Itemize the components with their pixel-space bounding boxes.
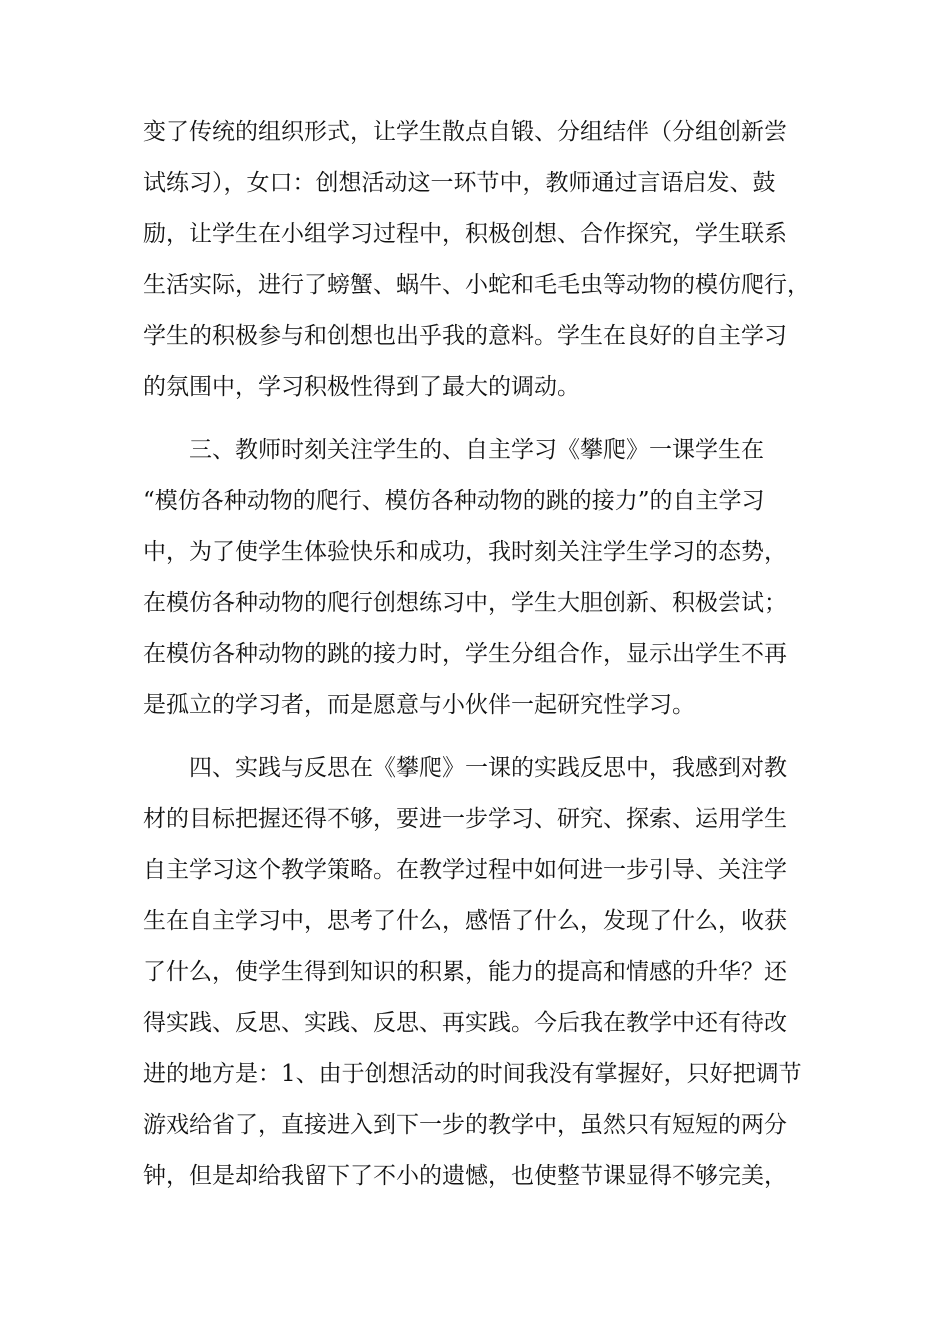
paragraph-line: 三、教师时刻关注学生的、自主学习《攀爬》一课学生在 — [189, 437, 764, 463]
paragraph-line: 钟，但是却给我留下了不小的遗憾，也使整节课显得不够完美， — [143, 1163, 787, 1189]
paragraph-line: 学生的积极参与和创想也出乎我的意料。学生在良好的自主学习 — [143, 323, 787, 349]
paragraph-line: 试练习），女口：创想活动这一环节中，教师通过言语启发、鼓 — [143, 170, 776, 196]
paragraph-2 — [143, 425, 823, 731]
paragraph-line: 得实践、反思、实践、反思、再实践。今后我在教学中还有待改 — [143, 1010, 787, 1036]
paragraph-3 — [143, 743, 823, 1202]
paragraph-line: 生活实际，进行了螃蟹、蜗牛、小蛇和毛毛虫等动物的模仿爬行， — [143, 272, 810, 298]
paragraph-line: 中，为了使学生体验快乐和成功，我时刻关注学生学习的态势， — [143, 539, 787, 565]
paragraph-line: 四、实践与反思在《攀爬》一课的实践反思中，我感到对教 — [189, 755, 787, 781]
paragraph-line: 的氛围中，学习积极性得到了最大的调动。 — [143, 374, 580, 400]
paragraph-line: 在模仿各种动物的爬行创想练习中，学生大胆创新、积极尝试； — [143, 590, 787, 616]
paragraph-line: 变了传统的组织形式，让学生散点自锻、分组结伴（分组创新尝 — [143, 119, 787, 145]
paragraph-line: “模仿各种动物的爬行、模仿各种动物的跳的接力”的自主学习 — [143, 488, 765, 514]
paragraph-1 — [143, 107, 823, 413]
paragraph-line: 游戏给省了，直接进入到下一步的教学中，虽然只有短短的两分 — [143, 1112, 787, 1138]
paragraph-line: 在模仿各种动物的跳的接力时，学生分组合作，显示出学生不再 — [143, 641, 787, 667]
paragraph-line: 是孤立的学习者，而是愿意与小伙伴一起研究性学习。 — [143, 692, 695, 718]
paragraph-line: 励，让学生在小组学习过程中，积极创想、合作探究，学生联系 — [143, 221, 787, 247]
paragraph-line: 生在自主学习中，思考了什么，感悟了什么，发现了什么，收获 — [143, 908, 787, 934]
paragraph-line: 自主学习这个教学策略。在教学过程中如何进一步引导、关注学 — [143, 857, 787, 883]
paragraph-line: 了什么，使学生得到知识的积累，能力的提高和情感的升华？还 — [143, 959, 787, 985]
paragraph-line: 材的目标把握还得不够，要进一步学习、研究、探索、运用学生 — [143, 806, 787, 832]
paragraph-line: 进的地方是：1、由于创想活动的时间我没有掌握好，只好把调节 — [143, 1061, 802, 1087]
